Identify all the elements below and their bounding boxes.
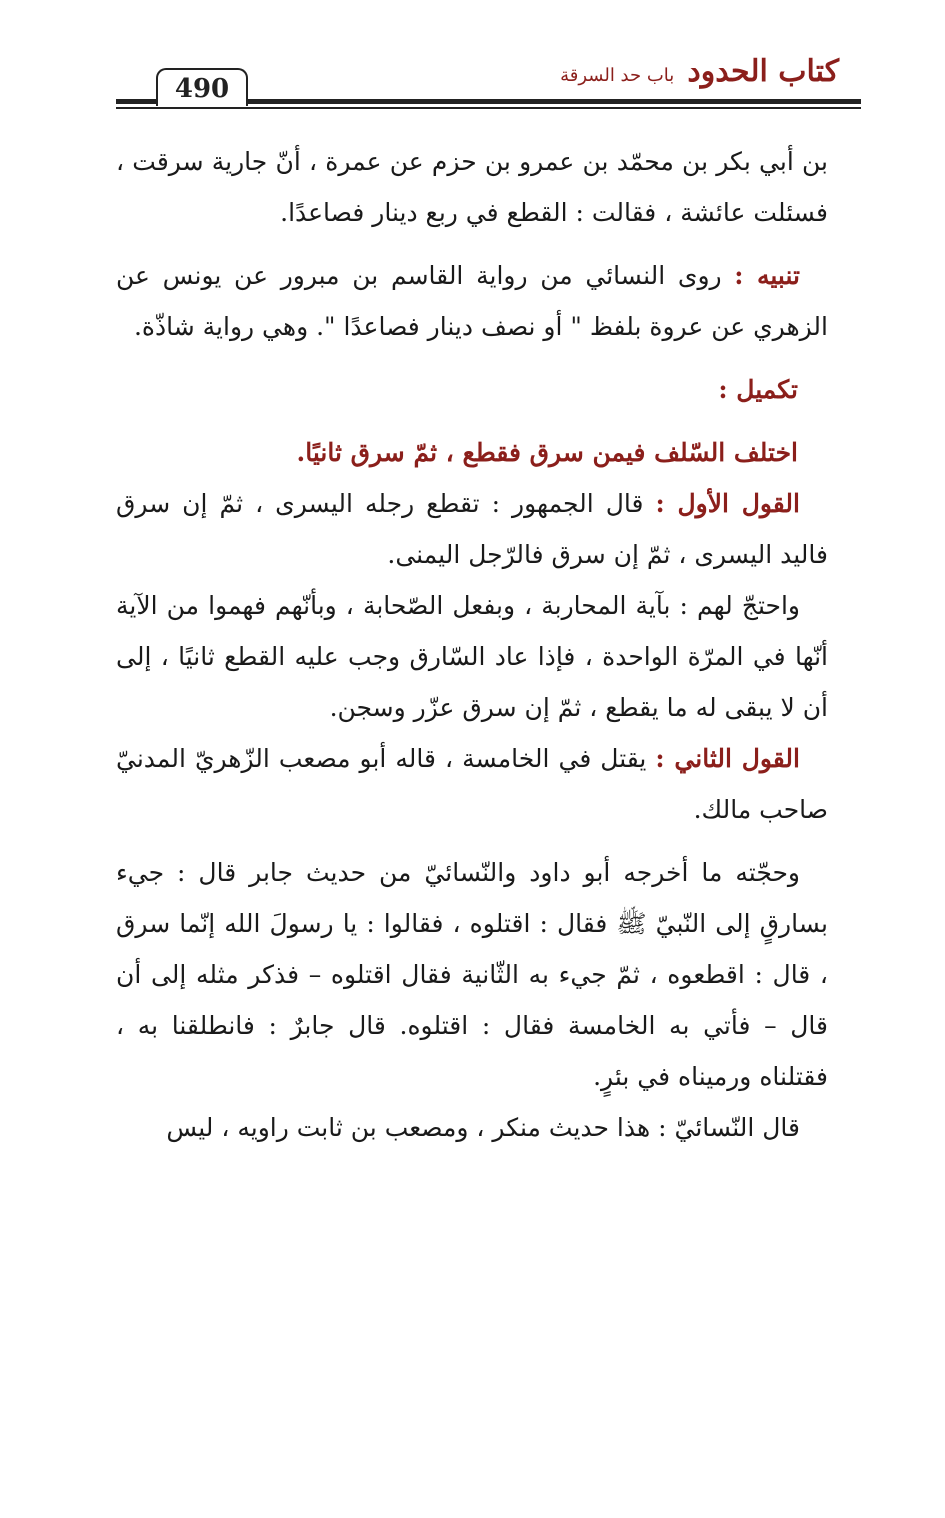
page-header (116, 52, 861, 112)
paragraph-1: بن أبي بكر بن محمّد بن عمرو بن حزم عن عمرة ، أنّ جارية سرقت ، فسئلت عائشة ، فقالت : القطع في ربع دينار فصاعدًا. (116, 147, 828, 227)
paragraph-evidence: واحتجّ لهم : بآية المحاربة ، وبفعل الصّحابة ، وبأنّهم فهموا من الآية أنّها في المرّة الواحدة ، فإذا عاد السّارق وجب عليه القطع ثانيًا ، إلى أن لا يبقى له ما يقطع ، ثمّ إن سرق عزّر وسجن. (116, 591, 828, 722)
book-title: كتاب الحدود (687, 54, 839, 89)
second-opinion-text: يقتل في الخامسة ، قاله أبو مصعب الزّهريّ المدنيّ صاحب مالك. (116, 744, 828, 824)
paragraph-nasai: قال النّسائيّ : هذا حديث منكر ، ومصعب بن ثابت راويه ، ليس (166, 1113, 800, 1142)
header-titles (560, 54, 839, 89)
paragraph-note (116, 250, 828, 352)
body-text (116, 136, 828, 1153)
section-intro: اختلف السّلف فيمن سرق فقطع ، ثمّ سرق ثانيًا. (296, 438, 798, 467)
note-label: تنبيه : (734, 261, 800, 290)
first-opinion-text: قال الجمهور : تقطع رجله اليسرى ، ثمّ إن سرق فاليد اليسرى ، ثمّ إن سرق فالرّجل اليمنى. (116, 489, 828, 569)
paragraph-second-opinion (116, 733, 828, 835)
paragraph-hadith: وحجّته ما أخرجه أبو داود والنّسائيّ من حديث جابر قال : جيء بسارقٍ إلى النّبيّ ﷺ فقال : اقتلوه ، فقالوا : يا رسولَ الله إنّما سرق ، قال : اقطعوه ، ثمّ جيء به الثّانية فقال اقتلوه – فذكر مثله إلى أن قال – فأتي به الخامسة فقال : اقتلوه. قال جابرٌ : فانطلقنا به ، فقتلناه ورميناه في بئرٍ. (116, 858, 828, 1091)
paragraph-first-opinion (116, 478, 828, 580)
page-number: 490 (156, 68, 248, 106)
section-heading: تكميل : (718, 375, 798, 404)
second-opinion-label: القول الثاني : (655, 744, 800, 773)
note-text: روى النسائي من رواية القاسم بن مبرور عن يونس عن الزهري عن عروة بلفظ " أو نصف دينار فصاعدًا ". وهي رواية شاذّة. (116, 261, 828, 341)
chapter-title: باب حد السرقة (560, 65, 675, 86)
first-opinion-label: القول الأول : (655, 489, 800, 518)
